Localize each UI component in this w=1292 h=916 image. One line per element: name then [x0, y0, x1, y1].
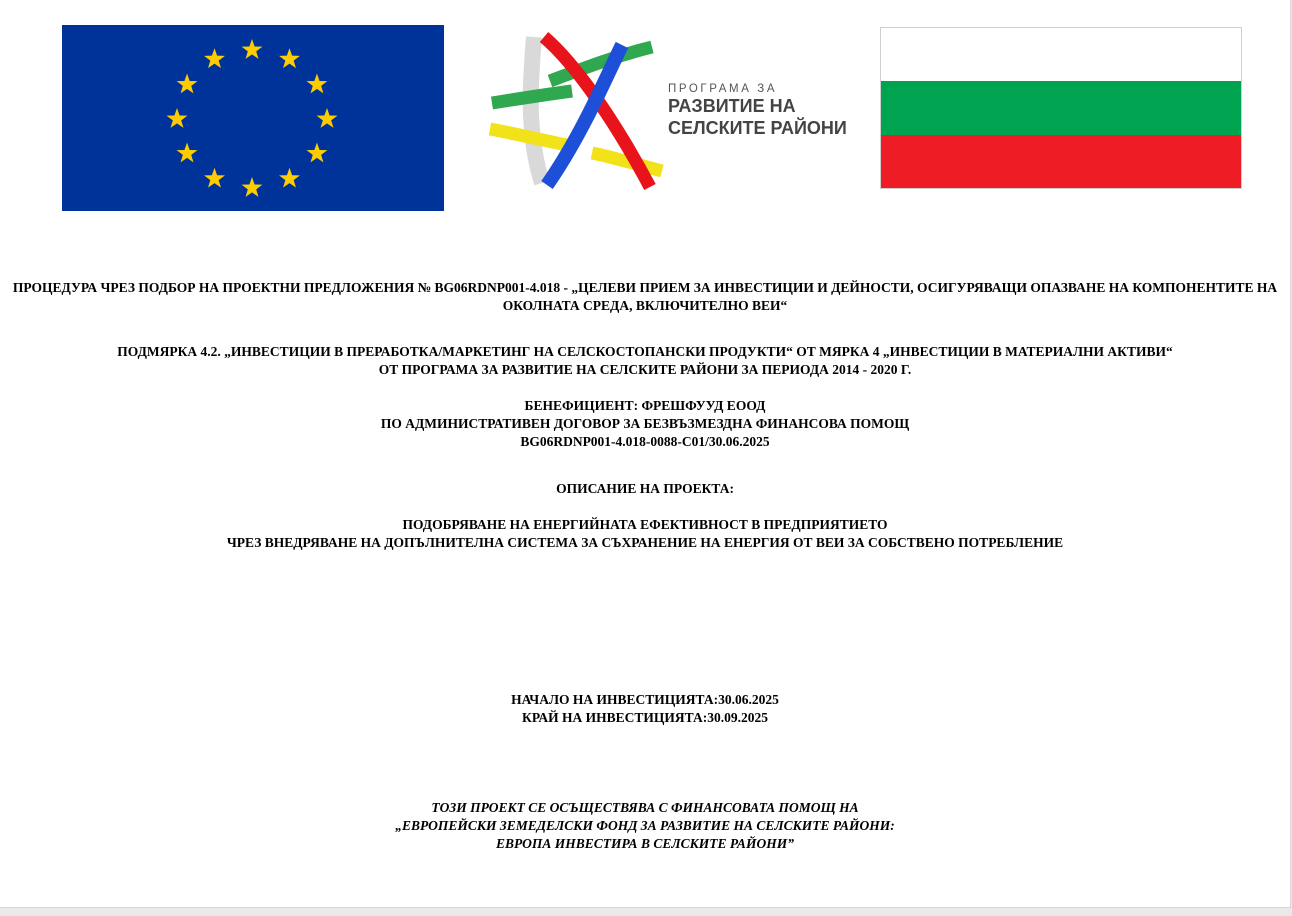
- flag-green-band: [881, 81, 1241, 134]
- funding-line1: ТОЗИ ПРОЕКТ СЕ ОСЪЩЕСТВЯВА С ФИНАНСОВАТА ПОМОЩ НА: [431, 800, 859, 815]
- program-logo-line1: ПРОГРАМА ЗА: [668, 83, 778, 95]
- beneficiary-line1: БЕНЕФИЦИЕНТ: ФРЕШФУУД ЕООД: [524, 398, 766, 413]
- description-heading: ОПИСАНИЕ НА ПРОЕКТА:: [556, 481, 734, 496]
- bulgarian-flag-logo: [880, 27, 1242, 189]
- flag-red-band: [881, 135, 1241, 188]
- submeasure-line2: ОТ ПРОГРАМА ЗА РАЗВИТИЕ НА СЕЛСКИТЕ РАЙОНИ ЗА ПЕРИОДА 2014 - 2020 Г.: [378, 362, 912, 377]
- funding-line3: ЕВРОПА ИНВЕСТИРА В СЕЛСКИТЕ РАЙОНИ”: [496, 836, 794, 851]
- investment-start: НАЧАЛО НА ИНВЕСТИЦИЯТА:30.06.2025: [511, 692, 779, 707]
- program-logo-line2: РАЗВИТИЕ НА: [668, 96, 796, 116]
- beneficiary-line3: BG06RDNP001-4.018-0088-C01/30.06.2025: [520, 434, 770, 449]
- document-body: [0, 279, 1290, 853]
- rural-development-program-logo: [472, 25, 862, 195]
- program-logo-line3: СЕЛСКИТЕ РАЙОНИ: [668, 118, 847, 138]
- eu-flag-logo: [62, 25, 444, 211]
- description-line1: ПОДОБРЯВАНЕ НА ЕНЕРГИЙНАТА ЕФЕКТИВНОСТ В ПРЕДПРИЯТИЕТО: [402, 517, 888, 532]
- description-line2: ЧРЕЗ ВНЕДРЯВАНЕ НА ДОПЪЛНИТЕЛНА СИСТЕМА ЗА СЪХРАНЕНИЕ НА ЕНЕРГИЯ ОТ ВЕИ ЗА СОБСТВЕНО ПОТРЕБЛЕНИЕ: [226, 535, 1064, 550]
- investment-end: КРАЙ НА ИНВЕСТИЦИЯТА:30.09.2025: [522, 710, 768, 725]
- procedure-title: ПРОЦЕДУРА ЧРЕЗ ПОДБОР НА ПРОЕКТНИ ПРЕДЛОЖЕНИЯ № BG06RDNP001-4.018 - „ЦЕЛЕВИ ПРИЕМ ЗА ИНВЕСТИЦИИ И ДЕЙНОСТИ, ОСИГУРЯВАЩИ ОПАЗВАНЕ НА КОМПОНЕНТИТЕ НА ОКОЛНАТА СРЕДА, ВКЛЮЧИТЕЛНО ВЕИ“: [12, 280, 1278, 313]
- flag-white-band: [881, 28, 1241, 81]
- submeasure-line1: ПОДМЯРКА 4.2. „ИНВЕСТИЦИИ В ПРЕРАБОТКА/МАРКЕТИНГ НА СЕЛСКОСТОПАНСКИ ПРОДУКТИ“ ОТ МЯРКА 4 „ИНВЕСТИЦИИ В МАТЕРИАЛНИ АКТИВИ“: [117, 344, 1173, 359]
- funding-line2: „ЕВРОПЕЙСКИ ЗЕМЕДЕЛСКИ ФОНД ЗА РАЗВИТИЕ НА СЕЛСКИТЕ РАЙОНИ:: [395, 818, 895, 833]
- beneficiary-line2: ПО АДМИНИСТРАТИВЕН ДОГОВОР ЗА БЕЗВЪЗМЕЗДНА ФИНАНСОВА ПОМОЩ: [380, 416, 910, 431]
